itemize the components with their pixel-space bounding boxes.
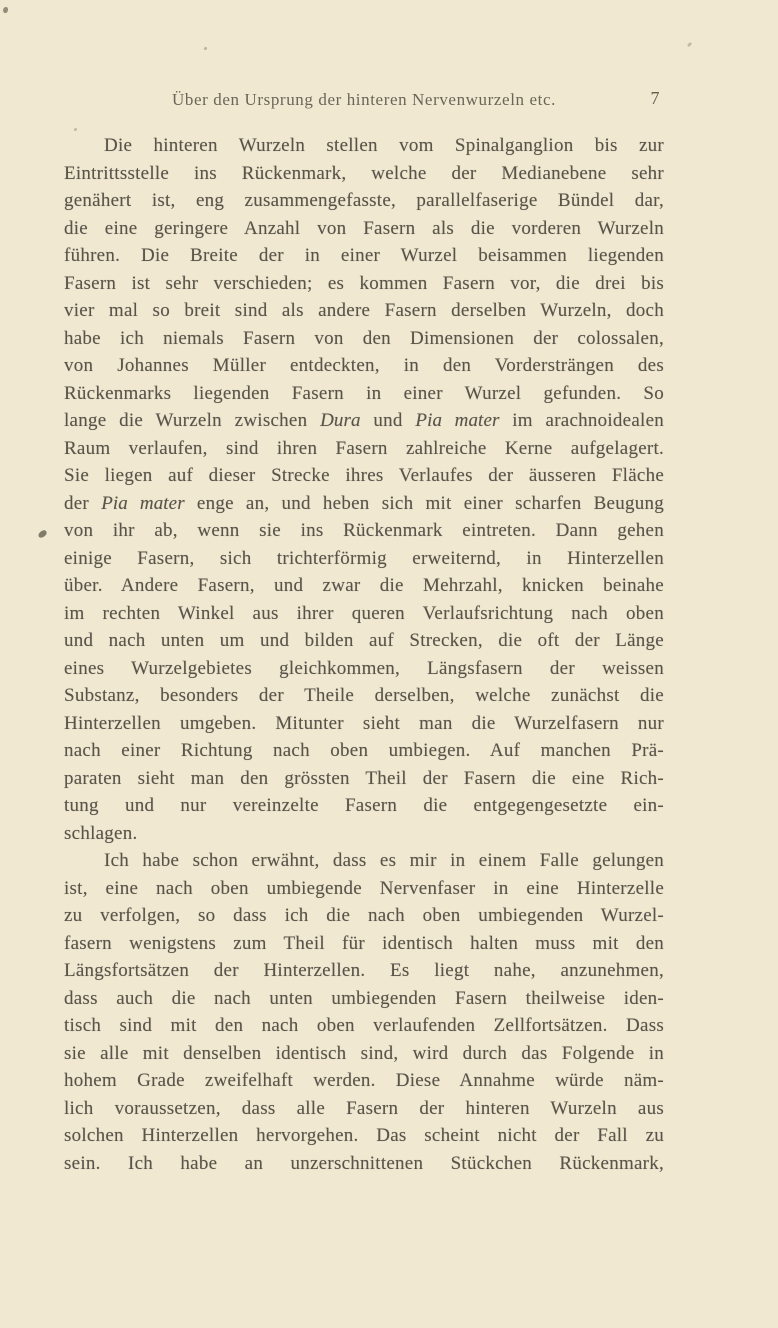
text-line-p1-10: Rückenmarks liegenden Fasern in einer Wurzel gefunden. So [64,382,664,404]
text-line-p1-15: von ihr ab, wenn sie ins Rückenmark eintreten. Dann gehen [64,520,664,541]
text-line-p2-1: Ich habe schon erwähnt, dass es mir in einem Falle gelungen [104,850,664,871]
text-line-p1-24: paraten sieht man den grössten Theil der Fasern die eine Rich- [64,767,664,789]
text-line-p1-18: im rechten Winkel aus ihrer queren Verlaufsrichtung nach oben [64,602,664,624]
text-line-p2-10: lich voraussetzen, dass alle Fasern der hinteren Wurzeln aus [64,1097,664,1119]
text-line-p1-8: habe ich niemals Fasern von den Dimensionen der colossalen, [64,327,664,349]
text-line-p2-2: ist, eine nach oben umbiegende Nervenfaser in eine Hinterzelle [64,877,664,899]
text-line-p1-14: der Pia mater enge an, und heben sich mit einer scharfen Beugung [64,492,664,514]
text-line-p1-12: Raum verlaufen, sind ihren Fasern zahlreiche Kerne aufgelagert. [64,437,664,459]
text-line-p2-9: hohem Grade zweifelhaft werden. Diese Annahme würde näm- [64,1070,664,1091]
text-line-p1-5: führen. Die Breite der in einer Wurzel beisammen liegenden [64,245,664,266]
text-line-p2-6: dass auch die nach unten umbiegenden Fasern theilweise iden- [64,987,664,1009]
text-line-p1-19: und nach unten um und bilden auf Strecken, die oft der Länge [64,630,664,651]
text-line-p1-25: tung und nur vereinzelte Fasern die entgegengesetzte ein- [64,795,664,816]
text-line-p1-9: von Johannes Müller entdeckten, in den Vordersträngen des [64,355,664,376]
text-line-p1-1: Die hinteren Wurzeln stellen vom Spinalganglion bis zur [104,135,664,156]
text-line-p2-12: sein. Ich habe an unzerschnittenen Stückchen Rückenmark, [64,1152,664,1174]
text-line-p1-2: Eintrittsstelle ins Rückenmark, welche der Medianebene sehr [64,162,664,184]
text-line-p2-4: fasern wenigstens zum Theil für identisch halten muss mit den [64,932,664,954]
text-line-p1-4: die eine geringere Anzahl von Fasern als die vorderen Wurzeln [64,217,664,239]
text-line-p1-11: lange die Wurzeln zwischen Dura und Pia mater im arachnoidealen [64,410,664,431]
page-body-text [64,132,664,1177]
text-line-p1-23: nach einer Richtung nach oben umbiegen. Auf manchen Prä- [64,740,664,761]
text-line-p2-11: solchen Hinterzellen hervorgehen. Das scheint nicht der Fall zu [64,1125,664,1146]
text-line-p1-21: Substanz, besonders der Theile derselben, welche zunächst die [64,685,664,706]
text-line-p1-16: einige Fasern, sich trichterförmig erweiternd, in Hinterzellen [64,547,664,569]
text-line-p1-26: schlagen. [64,822,138,844]
text-line-p2-8: sie alle mit denselben identisch sind, wird durch das Folgende in [64,1042,664,1064]
text-line-p2-5: Längsfortsätzen der Hinterzellen. Es liegt nahe, anzunehmen, [64,960,664,981]
text-line-p2-7: tisch sind mit den nach oben verlaufenden Zellfortsätzen. Dass [64,1015,664,1036]
running-header-title: Über den Ursprung der hinteren Nervenwurzeln etc. [172,90,556,109]
text-line-p1-22: Hinterzellen umgeben. Mitunter sieht man die Wurzelfasern nur [64,712,664,734]
text-line-p1-7: vier mal so breit sind als andere Fasern derselben Wurzeln, doch [64,300,664,321]
text-line-p1-3: genähert ist, eng zusammengefasste, parallelfaserige Bündel dar, [64,190,664,211]
text-line-p2-3: zu verfolgen, so dass ich die nach oben umbiegenden Wurzel- [64,905,664,926]
page-number: 7 [650,88,660,108]
text-line-p1-13: Sie liegen auf dieser Strecke ihres Verlaufes der äusseren Fläche [64,465,664,486]
text-line-p1-17: über. Andere Fasern, und zwar die Mehrzahl, knicken beinahe [64,575,664,596]
text-line-p1-20: eines Wurzelgebietes gleichkommen, Längsfasern der weissen [64,657,664,679]
text-line-p1-6: Fasern ist sehr verschieden; es kommen Fasern vor, die drei bis [64,272,664,294]
